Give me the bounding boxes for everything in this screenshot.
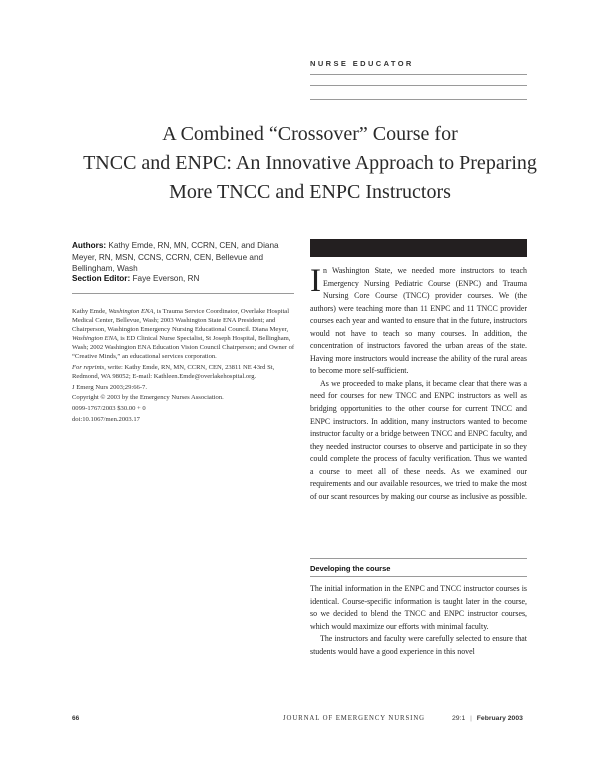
- body-column-bottom: [310, 583, 527, 658]
- header-rule: [310, 74, 527, 75]
- affiliation-paragraph: Kathy Emde, Washington ENA, is Trauma Service Coordinator, Overlake Hospital Medical Center, Bellevue, Wash; 2003 Washington State ENA President; and Chairperson, Washington Emergency Nursing Educational Council. Diana Meyer, Washington ENA, is ED Clinical Nurse Specialist, St Joseph Hospital, Bellingham, Wash; 2002 Washington ENA Education Vision Council Chairperson; and Owner of “Creative Minds,” an educational services corporation.: [72, 308, 295, 361]
- issue-date: February 2003: [476, 715, 523, 722]
- editor-text: Faye Everson, RN: [132, 274, 200, 283]
- subhead-rule: [310, 576, 527, 577]
- section-editor: [72, 274, 294, 283]
- reprints-paragraph: For reprints, write: Kathy Emde, RN, MN, CCRN, CEN, 23811 NE 43rd St, Redmond, WA 98052; E-mail: Kathleen.Emde@overlakehospital.org.: [72, 364, 275, 381]
- body-paragraph: In Washington State, we needed more instructors to teach Emergency Nursing Pediatric Course (ENPC) and Trauma Nursing Core Course (TNCC) provider courses. We (the authors) were teaching more than 11 ENPC and 11 TNCC provider courses each year and wanted to ensure that in the future, instructors would not have to teach so many courses. In addition, the concentration of instructors favored the urban areas of the state. Having more instructors would increase the ability of the rural areas to become more self-sufficient.: [310, 263, 527, 376]
- header-rule: [310, 85, 527, 86]
- body-paragraph: The instructors and faculty were carefully selected to ensure that students would have a good experience in this novel: [310, 634, 527, 656]
- body-column-top: [310, 265, 527, 503]
- body-paragraph: The initial information in the ENPC and TNCC instructor courses is identical. Course-specific information is taught later in the course, so we decided to blend the TNCC and ENPC instructor courses, which would maximize our efforts with minimal faculty.: [310, 584, 527, 631]
- page-number: 66: [72, 715, 80, 722]
- title-line-3: More TNCC and ENPC Instructors: [169, 181, 451, 203]
- authors-label: Authors:: [72, 241, 107, 250]
- title-line-2: TNCC and ENPC: An Innovative Approach to Preparing: [83, 152, 537, 174]
- subheading: Developing the course: [310, 564, 391, 573]
- body-paragraph: As we proceeded to make plans, it became clear that there was a need for courses for new TNCC and ENPC instructors as well as bridging opportunities to the other course for current TNCC and ENPC instructors. In addition, many instructors wanted to become instructor faculty or a bridge between TNCC and ENPC faculty, and they needed instructor courses to observe and participate in so they could complete the process of faculty verification. Thus we wanted a course to meet all of these needs. As we examined our requirements and our available resources, we tried to make the most of our scant resources by making our course as inclusive as possible.: [310, 378, 527, 501]
- author-affiliations: [72, 307, 298, 425]
- citation: J Emerg Nurs 2003;29:66-7.: [72, 383, 147, 391]
- subhead-rule: [310, 558, 527, 559]
- section-label: NURSE EDUCATOR: [310, 59, 414, 68]
- authors-text: Kathy Emde, RN, MN, CCRN, CEN, and Diana Meyer, RN, MSN, CCNS, CCRN, CEN, Bellevue and Bellingham, Wash: [72, 241, 279, 274]
- doi: doi:10.1067/men.2003.17: [72, 415, 140, 423]
- title-line-1: A Combined “Crossover” Course for: [162, 123, 458, 145]
- journal-name: JOURNAL OF EMERGENCY NURSING: [283, 715, 425, 722]
- authors: [72, 240, 294, 275]
- issue-info: 29:1 | February 2003: [452, 715, 523, 722]
- header-rule: [310, 99, 527, 100]
- byline-rule: [72, 293, 294, 294]
- article-title: [40, 120, 580, 207]
- issn: 0099-1767/2003 $30.00 + 0: [72, 404, 146, 412]
- copyright: Copyright © 2003 by the Emergency Nurses Association.: [72, 394, 224, 402]
- decorative-bar: [310, 239, 527, 257]
- volume: 29:1: [452, 715, 466, 722]
- editor-label: Section Editor:: [72, 274, 131, 283]
- drop-cap: I: [310, 263, 321, 299]
